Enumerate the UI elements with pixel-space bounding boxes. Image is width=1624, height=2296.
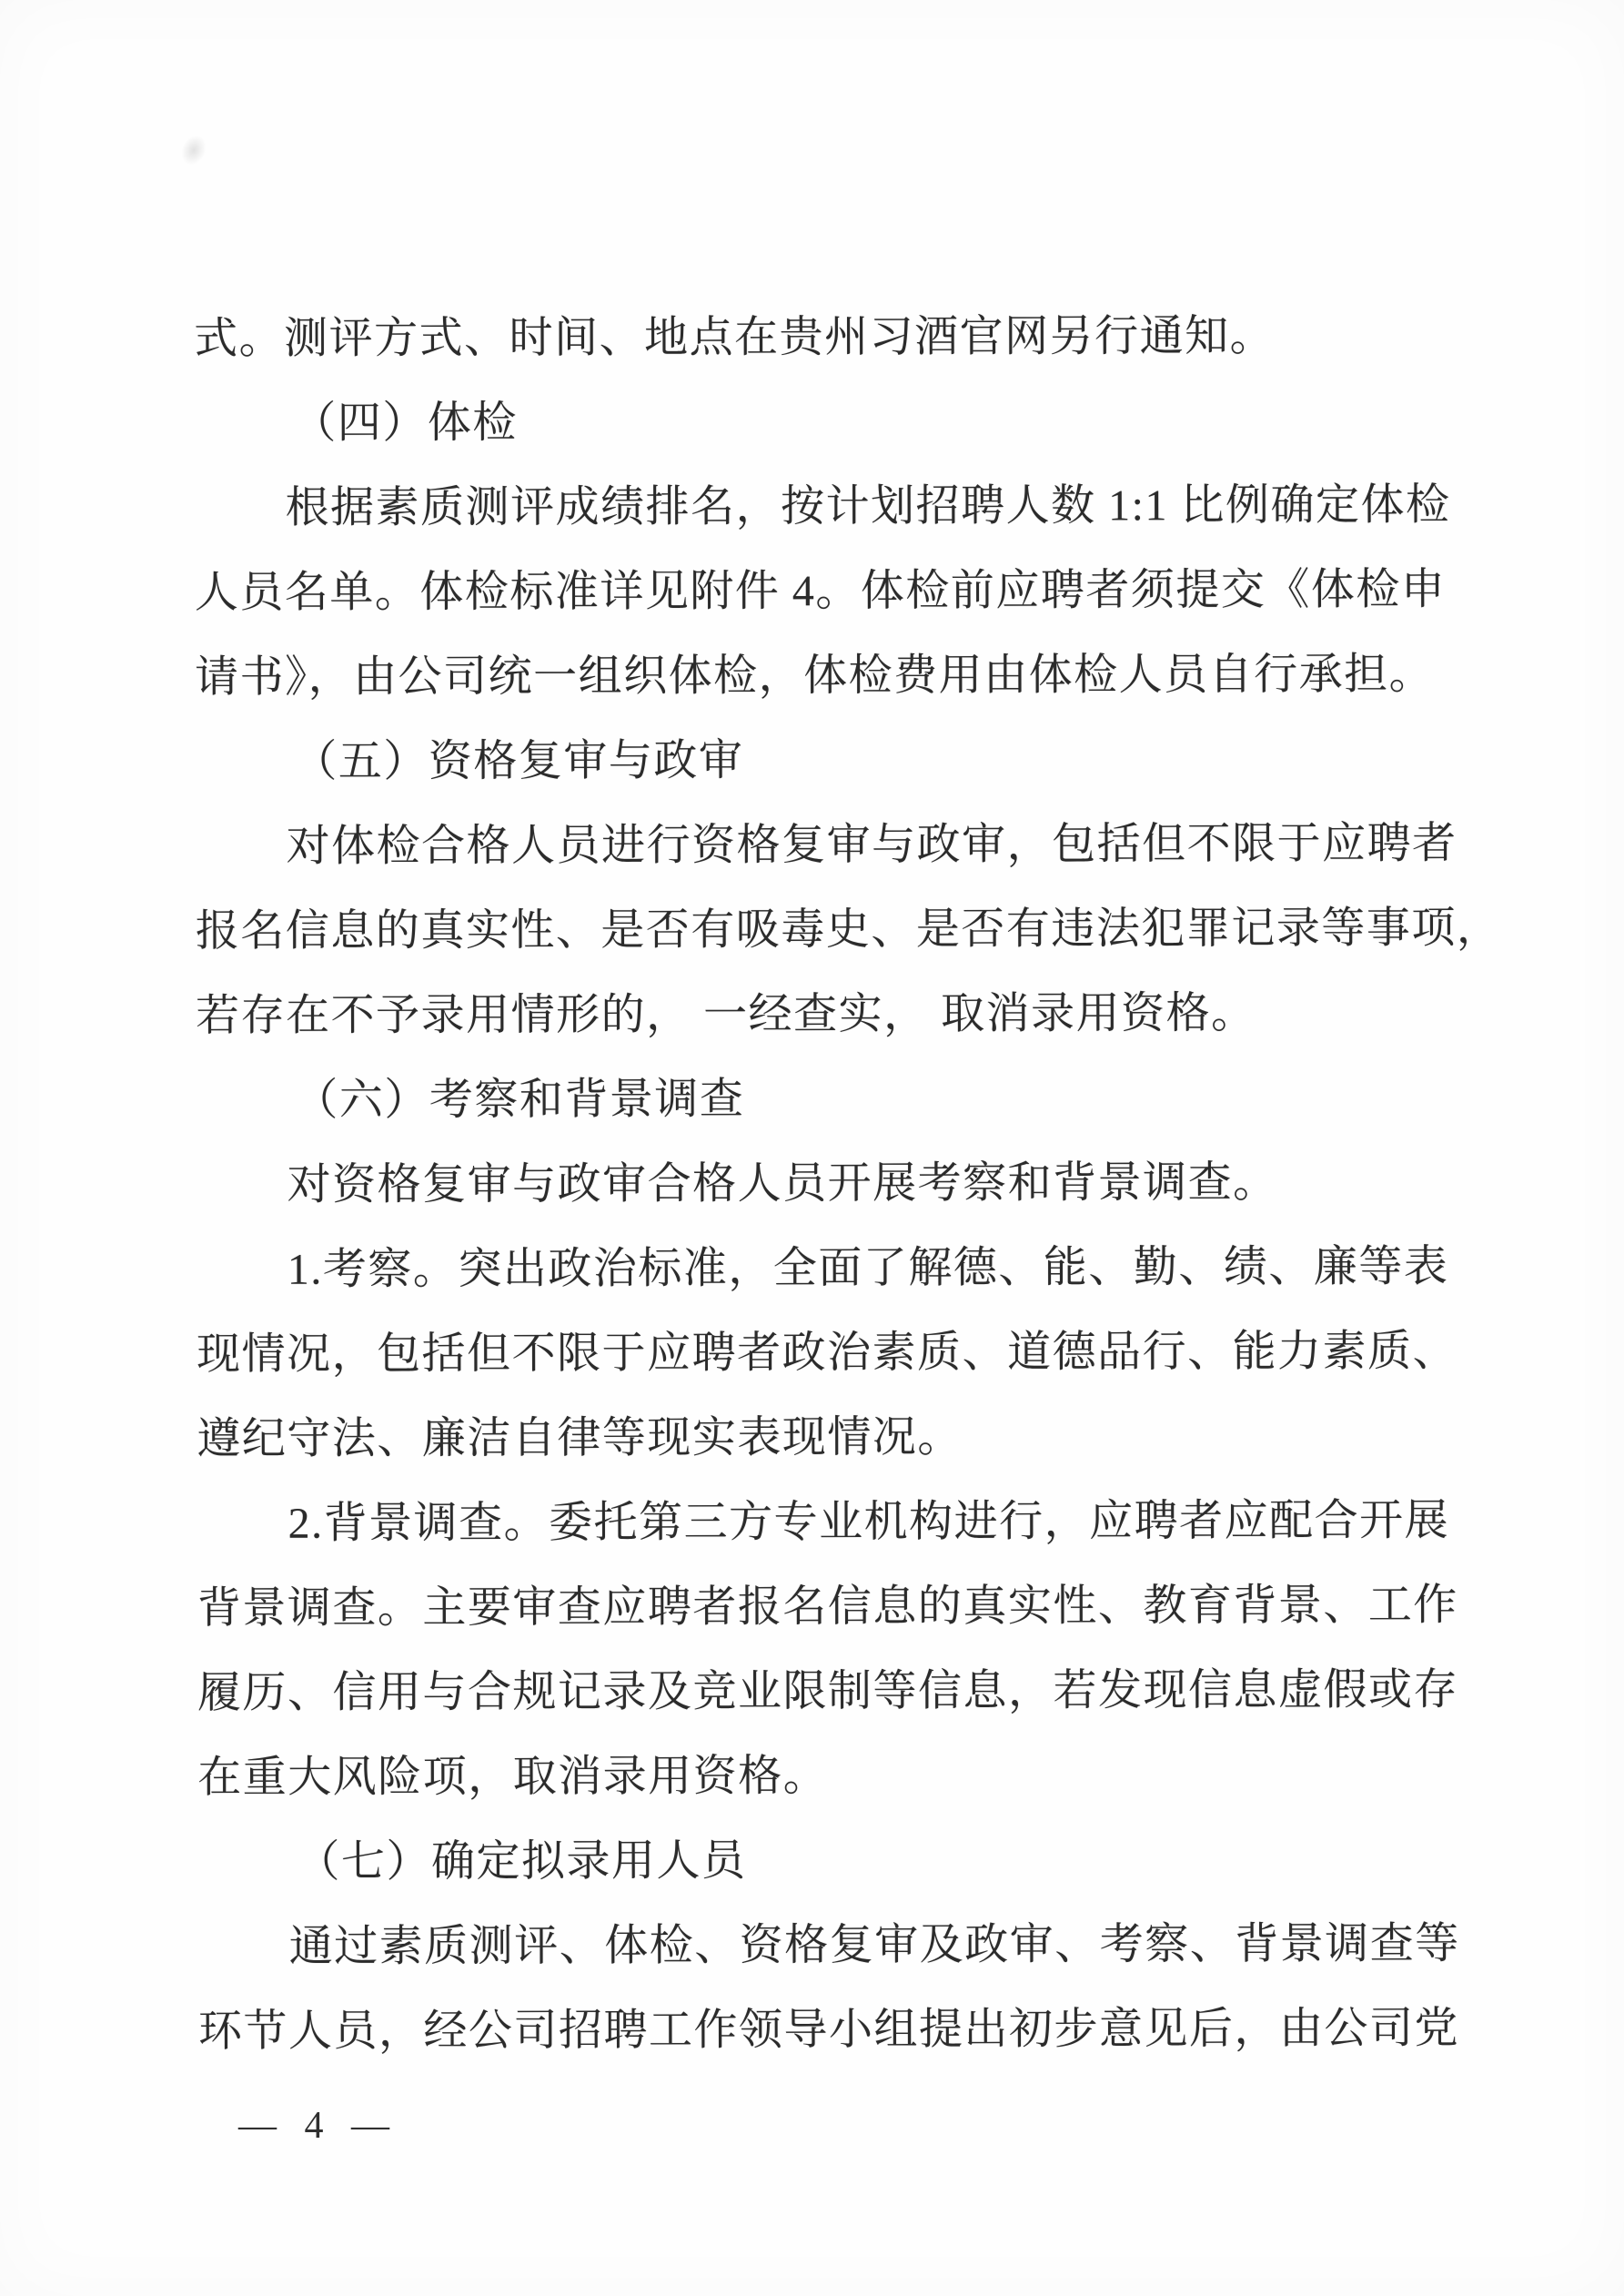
text-line: 环节人员，经公司招聘工作领导小组提出初步意见后，由公司党: [197, 2004, 1460, 2056]
text-line: （五）资格复审与政审: [293, 736, 744, 786]
text-line: 1.考察。突出政治标准，全面了解德、能、勤、绩、廉等表: [287, 1242, 1449, 1294]
text-line: 式。测评方式、时间、地点在贵州习酒官网另行通知。: [194, 311, 1276, 363]
text-line: （四）体检: [292, 399, 518, 448]
text-line: （六）考察和背景调查: [294, 1075, 745, 1125]
text-line: 对资格复审与政审合格人员开展考察和背景调查。: [287, 1158, 1278, 1209]
text-line: 对体检合格人员进行资格复审与政审，包括但不限于应聘者: [286, 819, 1458, 871]
text-line: 通过素质测评、体检、资格复审及政审、考察、背景调查等: [288, 1919, 1460, 1971]
text-line: 人员名单。体检标准详见附件 4。体检前应聘者须提交《体检申: [194, 565, 1447, 617]
text-line: 若存在不予录用情形的， 一经查实， 取消录用资格。: [196, 988, 1256, 1040]
page-footer: [238, 2104, 398, 2148]
document-text-block: [194, 293, 1502, 2074]
text-line: 背景调查。主要审查应聘者报名信息的真实性、教育背景、工作: [197, 1581, 1458, 1633]
scan-smudge: [177, 131, 211, 169]
text-line: 请书》，由公司统一组织体检，体检费用由体检人员自行承担。: [195, 650, 1435, 702]
text-line: 2.背景调查。委托第三方专业机构进行，应聘者应配合开展: [287, 1496, 1450, 1548]
text-line: 根据素质测评成绩排名，按计划招聘人数 1:1 比例确定体检: [285, 480, 1451, 532]
text-line: 遵纪守法、廉洁自律等现实表现情况。: [197, 1412, 963, 1463]
text-line: 报名信息的真实性、是否有吸毒史、是否有违法犯罪记录等事项，: [195, 904, 1502, 956]
text-line: 履历、信用与合规记录及竞业限制等信息，若发现信息虚假或存: [197, 1665, 1459, 1717]
text-line: 在重大风险项，取消录用资格。: [197, 1752, 829, 1802]
text-line: 现情况，包括但不限于应聘者政治素质、道德品行、能力素质、: [196, 1327, 1458, 1379]
text-line: （七）确定拟录用人员: [296, 1836, 747, 1886]
page-number: — 4 —: [238, 2105, 398, 2147]
